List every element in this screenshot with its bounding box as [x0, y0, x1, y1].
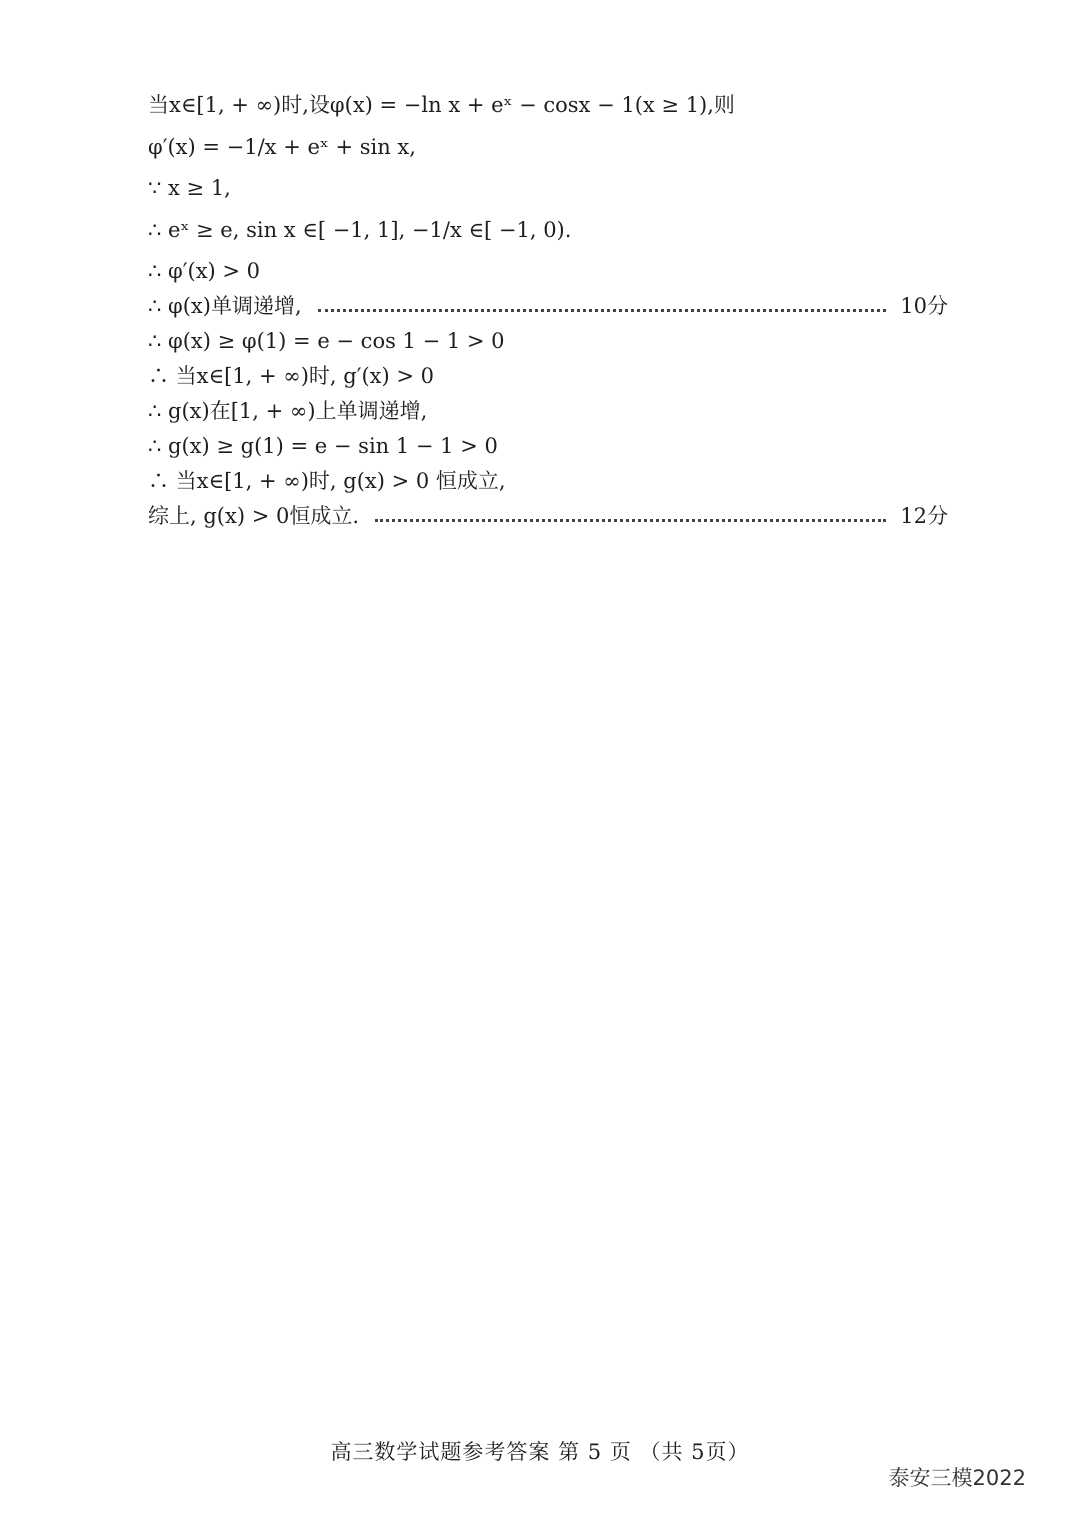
solution-line-2: φ′(x) = −1/x + eˣ + sin x,	[148, 135, 416, 159]
solution-line-7: ∴ φ(x) ≥ φ(1) = e − cos 1 − 1 > 0	[148, 329, 505, 353]
dot-leader	[318, 309, 887, 312]
score-label-10: 10分	[900, 294, 948, 318]
solution-line-8: ∴ 当x∈[1, + ∞)时, g′(x) > 0	[148, 364, 435, 388]
solution-line-6-text: ∴ φ(x)单调递增,	[148, 294, 302, 318]
solution-line-12	[148, 499, 948, 534]
solution-line-10: ∴ g(x) ≥ g(1) = e − sin 1 − 1 > 0	[148, 434, 498, 458]
solution-line-6	[148, 289, 948, 324]
page-footer: 高三数学试题参考答案 第 5 页 （共 5页）	[330, 1440, 750, 1464]
score-label-12: 12分	[900, 504, 948, 528]
dot-leader	[375, 519, 886, 522]
solution-line-3: ∵ x ≥ 1,	[148, 176, 231, 200]
solution-line-5: ∴ φ′(x) > 0	[148, 259, 261, 283]
solution-line-11: ∴ 当x∈[1, + ∞)时, g(x) > 0 恒成立,	[148, 469, 506, 493]
solution-body	[148, 88, 948, 534]
solution-line-9: ∴ g(x)在[1, + ∞)上单调递增,	[148, 399, 428, 423]
solution-line-1: 当x∈[1, + ∞)时,设φ(x) = −ln x + eˣ − cosx − 1(x ≥ 1),则	[148, 93, 735, 117]
solution-line-4: ∴ eˣ ≥ e, sin x ∈[ −1, 1], −1/x ∈[ −1, 0).	[148, 218, 572, 242]
solution-line-12-text: 综上, g(x) > 0恒成立.	[148, 504, 360, 528]
watermark: 泰安三模2022	[888, 1466, 1026, 1490]
